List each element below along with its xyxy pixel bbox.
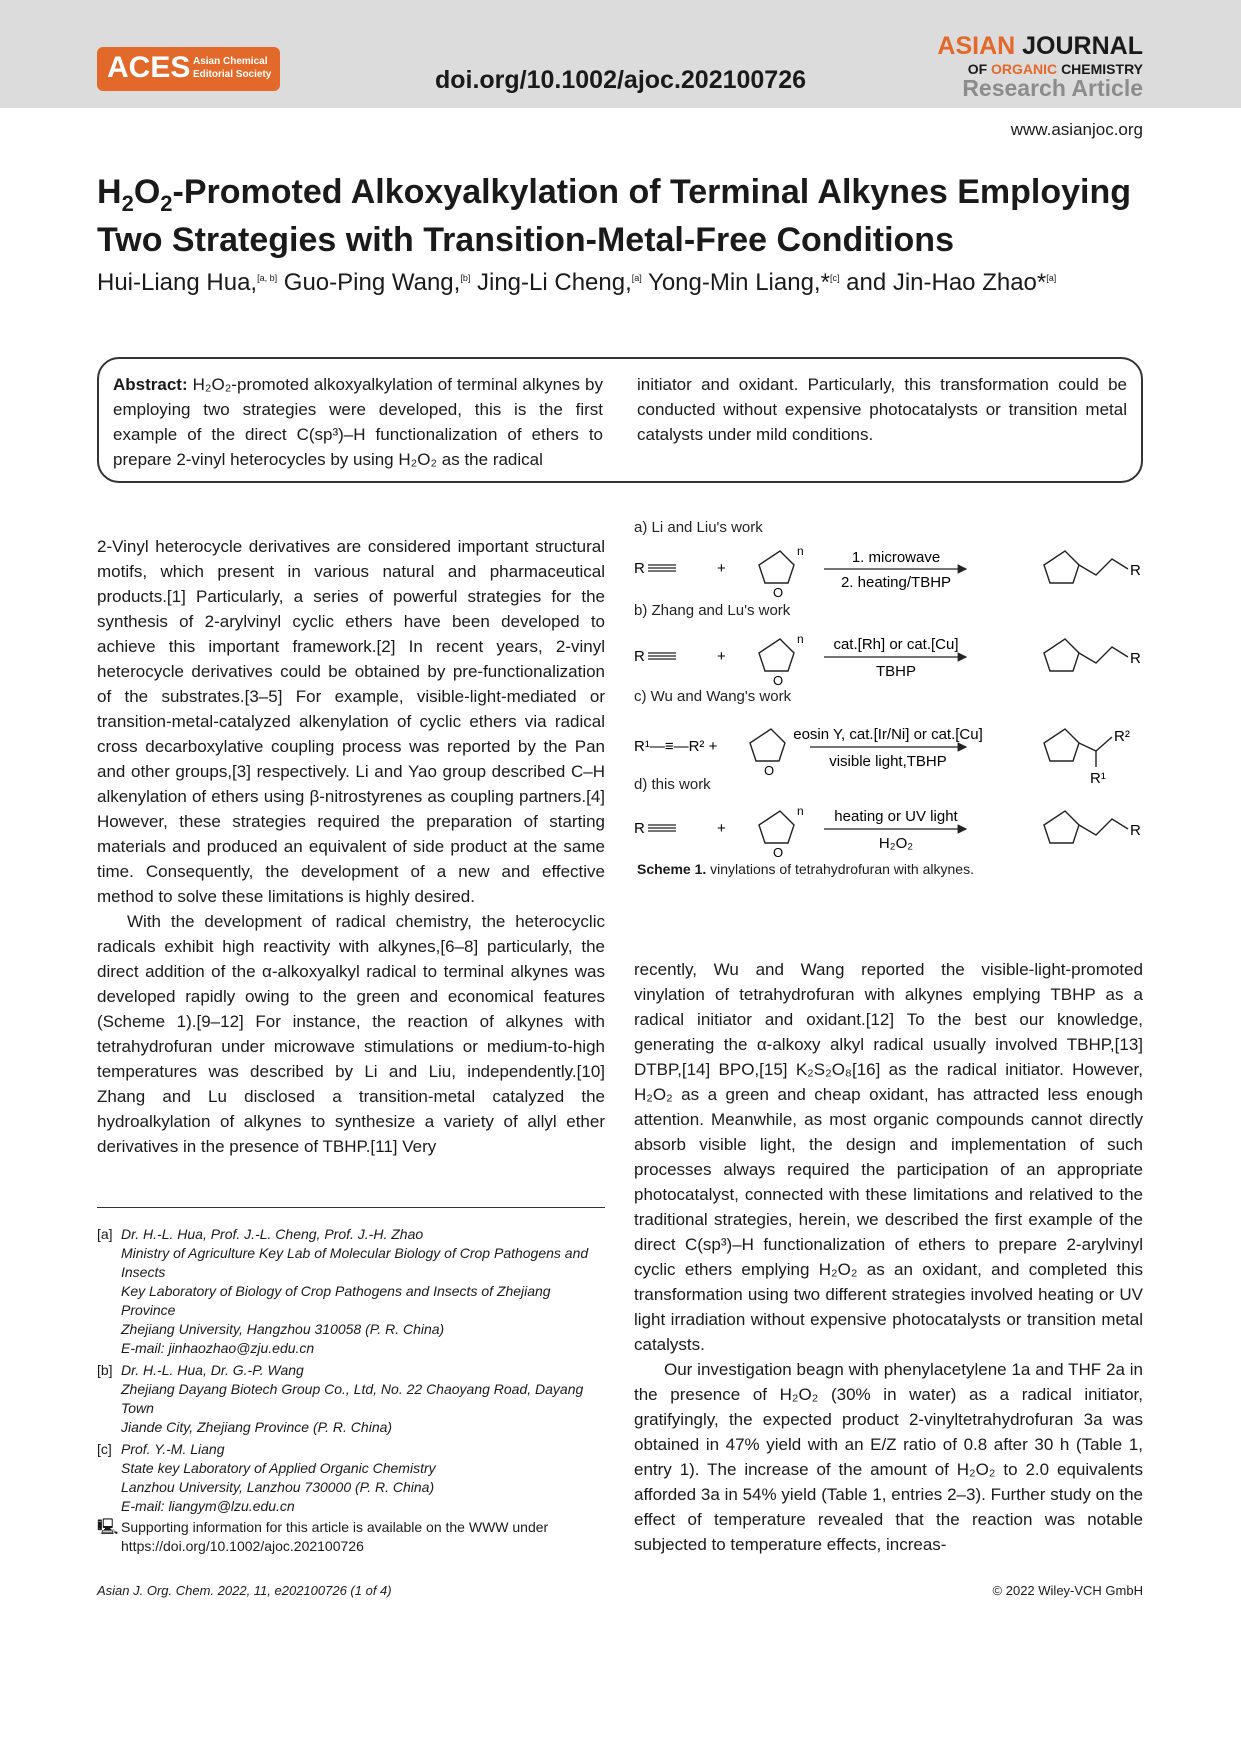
title-sub-1: 2	[121, 190, 134, 216]
aces-logo-text: ACES	[107, 51, 191, 84]
body-left-column	[97, 534, 605, 1159]
author-5-affil: [a]	[1046, 273, 1057, 283]
vinyl-chain	[1079, 819, 1128, 835]
vinyl-chain	[1079, 559, 1128, 575]
title-rest: -Promoted Alkoxyalkylation of Terminal Alkynes Employing Two Strategies with Transition-Metal-Free Conditions	[97, 173, 1132, 259]
author-2[interactable]: Guo-Ping Wang,	[277, 269, 461, 296]
abstract-col-1	[113, 372, 603, 472]
journal-of: OF	[967, 61, 988, 77]
thf-ring	[750, 729, 785, 761]
affiliation-item	[97, 1361, 605, 1437]
title-o: O	[133, 173, 161, 211]
affiliation-text: Dr. H.-L. Hua, Dr. G.-P. Wang Zhejiang Dayang Biotech Group Co., Ltd, No. 22 Chaoyang Road, Dayang Town Jiande City, Zhejiang Province (P. R. China)	[121, 1362, 584, 1435]
article-title	[97, 174, 1147, 259]
scheme-c-label: c) Wu and Wang's work	[634, 688, 792, 705]
plus-sign: +	[717, 560, 726, 577]
abstract-label: Abstract:	[113, 375, 188, 394]
product-r2: R²	[1114, 728, 1130, 745]
affiliations	[97, 1225, 605, 1519]
product-r: R	[1130, 562, 1141, 579]
plus-sign: +	[717, 648, 726, 665]
body-paragraph: Our investigation beagn with phenylacetylene 1a and THF 2a in the presence of H₂O₂ (30% in water) as a radical initiator, gratifyingly, the expected product 2-vinyltetrahydrofuran 3a was obtained in 47% yield with an E/Z ratio of 0.8 after 30 h (Table 1, entry 1). The increase of the amount of H₂O₂ to 2.0 equivalents afforded 3a in 54% yield (Table 1, entries 2–3). Further study on the effect of temperature revealed that the reaction was notable subjected to temperature effects, increas-	[634, 1360, 1143, 1554]
oxygen-label: O	[773, 845, 784, 860]
abstract-col-2: initiator and oxidant. Particularly, this transformation could be conducted without expensive photocatalysts or transition metal catalysts under mild conditions.	[637, 375, 1127, 444]
product-r1: R¹	[1090, 770, 1106, 787]
condition-top: cat.[Rh] or cat.[Cu]	[833, 636, 959, 653]
affiliation-text: Dr. H.-L. Hua, Prof. J.-L. Cheng, Prof. J.-H. Zhao Ministry of Agriculture Key Lab of Molecular Biology of Crop Pathogens and Insects Key Laboratory of Biology of Crop Pathogens and Insects of Zhejiang Province Zhejiang University, Hangzhou 310058 (P. R. China) E-mail: jinhaozhao@zju.edu.cn	[121, 1226, 589, 1356]
journal-chemistry: CHEMISTRY	[1061, 61, 1143, 77]
author-4-affil: [c]	[829, 273, 840, 283]
condition-top: heating or UV light	[834, 808, 958, 825]
abstract-text-1: H₂O₂-promoted alkoxyalkylation of terminal alkynes by employing two strategies were developed, this is the first example of the direct C(sp³)–H functionalization of ethers to prepare 2-vinyl heterocycles by using H₂O₂ as the radical	[113, 375, 603, 469]
body-paragraph: With the development of radical chemistry, the heterocyclic radicals exhibit high reactivity with alkynes,[6–8] particularly, the direct addition of the α-alkoxyalkyl radical to terminal alkynes was developed rapidly owing to the green and economical features (Scheme 1).[9–12] For instance, the reaction of alkynes with tetrahydrofuran under microwave stimulations or medium-to-high temperatures was described by Li and Liu, independently.[10] Zhang and Lu disclosed a transition-metal catalyzed the hydroalkylation of alkynes to synthesize a variety of allyl ether derivatives in the presence of TBHP.[11] Very	[97, 912, 605, 1156]
condition-bottom: H₂O₂	[878, 835, 914, 852]
reactant-r: R	[634, 820, 645, 837]
product-r: R	[1130, 822, 1141, 839]
condition-top: 1. microwave	[851, 549, 941, 566]
affiliation-text: Prof. Y.-M. Liang State key Laboratory of Applied Organic Chemistry Lanzhou University, Lanzhou 730000 (P. R. China) E-mail: liangym@lzu.edu.cn	[121, 1441, 436, 1514]
reactant-r: R	[634, 560, 645, 577]
author-4[interactable]: Yong-Min Liang,*	[641, 269, 830, 296]
plus-sign: +	[717, 820, 726, 837]
journal-logo	[937, 32, 1143, 102]
journal-journal: JOURNAL	[1022, 32, 1143, 60]
n-index: n	[797, 632, 804, 646]
condition-top: eosin Y, cat.[Ir/Ni] or cat.[Cu]	[793, 726, 983, 743]
vinyl-chain	[1079, 647, 1128, 663]
affiliation-item	[97, 1225, 605, 1358]
journal-asian: ASIAN	[937, 32, 1016, 60]
scheme-1	[634, 515, 1143, 880]
author-1[interactable]: Hui-Liang Hua,	[97, 269, 258, 296]
scheme-1-drawing	[634, 515, 1143, 880]
scheme-a-label: a) Li and Liu's work	[634, 519, 763, 536]
alkyne-bond	[648, 825, 676, 831]
author-5[interactable]: and Jin-Hao Zhao*	[839, 269, 1047, 296]
body-right-column	[634, 957, 1143, 1557]
supporting-info-text[interactable]: Supporting information for this article is available on the WWW under https://doi.org/10.1002/ajoc.202100726	[121, 1519, 549, 1554]
title-h: H	[97, 173, 122, 211]
body-paragraph: recently, Wu and Wang reported the visible-light-promoted vinylation of tetrahydrofuran with alkynes emplying TBHP as a radical initiator and oxidant.[12] To the best our knowledge, generating the α-alkoxy alkyl radical usually involved TBHP,[13] DTBP,[14] BPO,[15] K₂S₂O₈[16] as the radical initiator. However, H₂O₂ as a green and cheap oxidant, has attracted less enough attention. Meanwhile, as most organic compounds cannot directly absorb visible light, the design and implementation of such processes always required the participation of an appropriate photocatalyst, connected with these limitations and relatived to the traditional strategies, herein, we described the first example of the direct C(sp³)–H functionalization of ethers to prepare 2-arylvinyl cyclic ethers emplying H₂O₂ as an oxidant, and completed this transformation using two different strategies involved heating or UV light irradiation without expensive photocatalysts or transition metal catalysts.	[634, 960, 1143, 1354]
product-ring	[1044, 639, 1079, 671]
alkyne-bond	[648, 565, 676, 571]
thf-ring	[759, 811, 794, 843]
condition-bottom: visible light,TBHP	[829, 753, 947, 770]
title-sub-2: 2	[160, 190, 173, 216]
oxygen-label: O	[764, 763, 775, 778]
thf-ring	[759, 639, 794, 671]
author-2-affil: [b]	[460, 273, 471, 283]
scheme-b-label: b) Zhang and Lu's work	[634, 602, 791, 619]
body-paragraph: 2-Vinyl heterocycle derivatives are considered important structural motifs, which present in various natural and pharmaceutical products.[1] Particularly, a series of powerful strategies for the synthesis of 2-arylvinyl cyclic ethers have been developed to achieve this important framework.[2] In recent years, 2-vinyl heterocycle derivatives could be obtained by pre-functionalization of the substrates.[3–5] For example, visible-light-mediated or transition-metal-catalyzed alkenylation of cyclic ethers via radical cross decarboxylative coupling process was reported by the Pan and other groups,[3] respectively. Li and Yao group described C–H alkenylation of ethers using β-nitrostyrenes as coupling partners.[4] However, these strategies required the preparation of starting materials and produced an equivalent of side product at the same time. Consequently, the development of a new and effective method to solve these limitations is highly desired.	[97, 537, 605, 906]
scheme-caption	[637, 861, 974, 877]
scheme-row-b	[634, 632, 1141, 688]
website-link[interactable]: www.asianjoc.org	[1010, 120, 1143, 139]
alkyne-bond	[648, 653, 676, 659]
n-index: n	[797, 544, 804, 558]
supporting-info	[97, 1518, 605, 1556]
internal-alkyne: R¹—≡—R² +	[634, 738, 718, 755]
article-type: Research Article	[962, 75, 1143, 101]
scheme-d-label: d) this work	[634, 776, 711, 793]
header-bar	[0, 0, 1241, 108]
abstract-box	[97, 357, 1143, 483]
journal-organic: ORGANIC	[991, 61, 1058, 77]
vinyl-chain	[1079, 737, 1112, 767]
footer-citation: Asian J. Org. Chem. 2022, 11, e202100726 (1 of 4)	[97, 1583, 392, 1598]
scheme-caption-label: Scheme 1.	[637, 861, 707, 877]
affiliation-key: [b]	[97, 1362, 113, 1378]
doi-link[interactable]: doi.org/10.1002/ajoc.202100726	[434, 66, 807, 94]
affiliation-key: [c]	[97, 1441, 112, 1457]
product-r: R	[1130, 650, 1141, 667]
affiliation-item	[97, 1440, 605, 1516]
oxygen-label: O	[773, 673, 784, 688]
author-1-affil: [a, b]	[257, 273, 278, 283]
aces-logo-line1: Asian Chemical	[193, 56, 268, 67]
n-index: n	[797, 804, 804, 818]
author-list	[97, 262, 1117, 299]
reactant-r: R	[634, 648, 645, 665]
footnote-divider	[97, 1207, 605, 1208]
computer-icon: 🖳	[97, 1519, 119, 1536]
product-ring	[1044, 551, 1079, 583]
affiliation-key: [a]	[97, 1226, 113, 1242]
condition-bottom: 2. heating/TBHP	[840, 574, 952, 591]
footer-copyright: © 2022 Wiley-VCH GmbH	[992, 1583, 1143, 1598]
condition-bottom: TBHP	[875, 663, 917, 680]
scheme-caption-text: vinylations of tetrahydrofuran with alkynes.	[706, 861, 974, 877]
scheme-row-d	[634, 804, 1141, 860]
thf-ring	[759, 551, 794, 583]
author-3[interactable]: Jing-Li Cheng,	[470, 269, 632, 296]
product-ring	[1044, 811, 1079, 843]
scheme-row-a	[634, 544, 1141, 600]
product-ring	[1044, 729, 1079, 761]
author-3-affil: [a]	[631, 273, 642, 283]
aces-logo-line2: Editorial Society	[193, 69, 272, 80]
oxygen-label: O	[773, 585, 784, 600]
